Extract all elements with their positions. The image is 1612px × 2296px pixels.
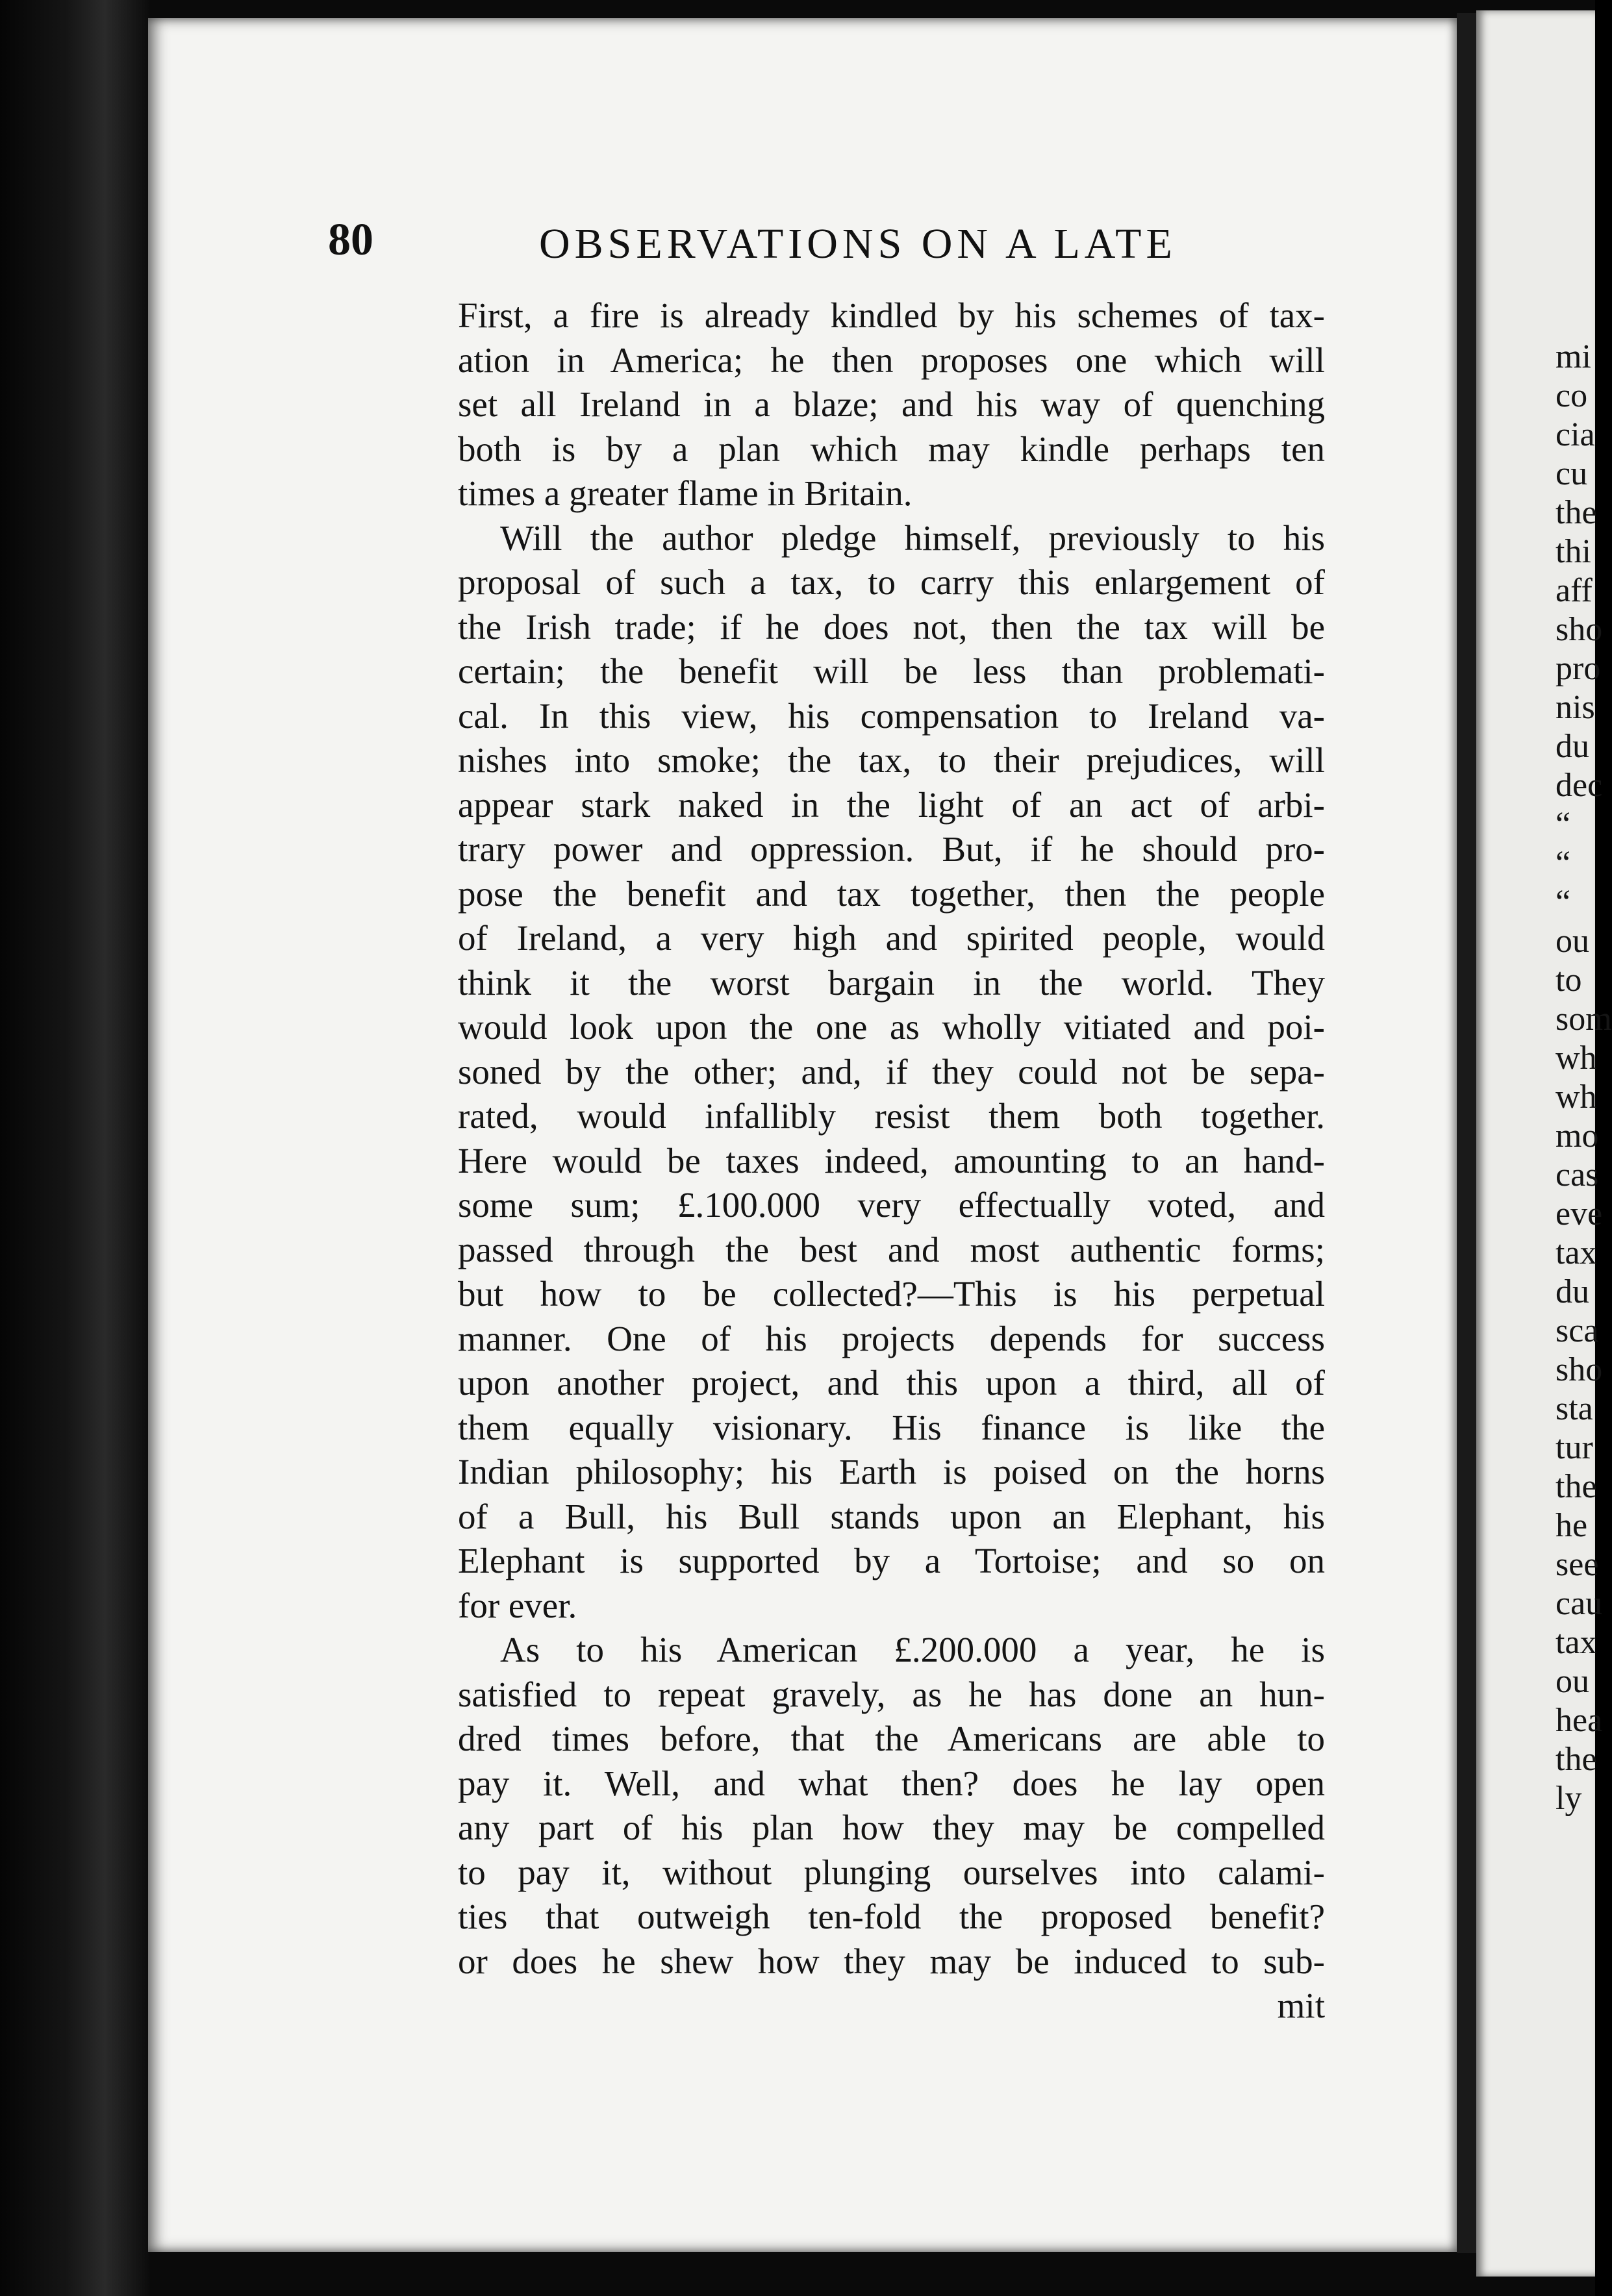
adjacent-page-fragment: “: [1555, 806, 1571, 843]
text-line: dred times before, that the Americans are able to: [458, 1719, 1325, 1758]
adjacent-page-fragment: wh: [1555, 1079, 1597, 1116]
adjacent-page-fragment: tur: [1555, 1429, 1593, 1466]
adjacent-page-fragment: cas: [1555, 1156, 1599, 1193]
adjacent-page-fragment: dec: [1555, 767, 1603, 804]
text-line: Indian philosophy; his Earth is poised on the horns: [458, 1452, 1325, 1491]
adjacent-page-fragment: tax: [1555, 1624, 1597, 1661]
adjacent-page-fragment: wh: [1555, 1040, 1597, 1077]
adjacent-page-fragment: mi: [1555, 338, 1591, 375]
page-gutter: [1457, 13, 1476, 2253]
adjacent-page-fragment: “: [1555, 884, 1571, 921]
text-line: or does he shew how they may be induced to sub-: [458, 1941, 1325, 1981]
catchword: mit: [1277, 1986, 1325, 2025]
text-line: pay it. Well, and what then? does he lay open: [458, 1763, 1325, 1803]
text-line: some sum; £.100.000 very effectually voted, and: [458, 1185, 1325, 1225]
text-line: ation in America; he then proposes one which will: [458, 340, 1325, 380]
text-line: cal. In this view, his compensation to Ireland va-: [458, 695, 1325, 736]
adjacent-page-fragment: du: [1555, 1273, 1589, 1310]
text-line: any part of his plan how they may be compelled: [458, 1808, 1325, 1847]
adjacent-page-fragment: eve: [1555, 1195, 1603, 1232]
text-line: but how to be collected?—This is his perpetual: [458, 1274, 1325, 1314]
adjacent-page-fragment: cu: [1555, 455, 1588, 492]
adjacent-page-fragment: “: [1555, 845, 1571, 882]
text-line: passed through the best and most authentic forms;: [458, 1229, 1325, 1269]
text-line: First, a fire is already kindled by his schemes of tax-: [458, 295, 1325, 335]
adjacent-page-fragment: sho: [1555, 1351, 1603, 1388]
adjacent-page-fragment: tax: [1555, 1234, 1597, 1271]
text-line: As to his American £.200.000 a year, he is: [500, 1630, 1325, 1669]
text-line: pose the benefit and tax together, then the people: [458, 873, 1325, 914]
page-number: 80: [328, 215, 373, 265]
text-line: set all Ireland in a blaze; and his way of quenching: [458, 384, 1325, 424]
body-text: [458, 293, 1325, 2028]
adjacent-page-fragment: pro: [1555, 650, 1601, 687]
book-spine: [0, 0, 149, 2296]
text-line: satisfied to repeat gravely, as he has done an hun-: [458, 1674, 1325, 1714]
text-line: ties that outweigh ten-fold the proposed benefit?: [458, 1897, 1325, 1936]
adjacent-page-fragment: see: [1555, 1546, 1599, 1583]
text-line: proposal of such a tax, to carry this enlargement of: [458, 562, 1325, 602]
text-line: think it the worst bargain in the world. They: [458, 962, 1325, 1003]
adjacent-page-fragment: ou: [1555, 1663, 1589, 1700]
adjacent-page-fragment: sho: [1555, 611, 1603, 648]
adjacent-page-fragment: to: [1555, 962, 1582, 999]
adjacent-page-fragment: ou: [1555, 923, 1589, 960]
adjacent-page-fragment: co: [1555, 377, 1588, 414]
text-line: trary power and oppression. But, if he should pro-: [458, 829, 1325, 869]
text-line: certain; the benefit will be less than problemati-: [458, 651, 1325, 691]
text-line: times a greater flame in Britain.: [458, 473, 913, 513]
adjacent-page-fragment: nis: [1555, 689, 1595, 726]
text-line: to pay it, without plunging ourselves into calami-: [458, 1852, 1325, 1892]
text-line: appear stark naked in the light of an act of arbi-: [458, 784, 1325, 825]
text-line: of Ireland, a very high and spirited people, would: [458, 918, 1325, 958]
text-line: both is by a plan which may kindle perhaps ten: [458, 429, 1325, 469]
adjacent-page-fragment: mo: [1555, 1117, 1599, 1154]
text-line: for ever.: [458, 1585, 577, 1625]
adjacent-page-fragment: aff: [1555, 572, 1593, 609]
text-line: of a Bull, his Bull stands upon an Elephant, his: [458, 1496, 1325, 1536]
text-line: rated, would infallibly resist them both together.: [458, 1096, 1325, 1136]
adjacent-page-fragment: som: [1555, 1001, 1612, 1038]
adjacent-page-fragment: cia: [1555, 416, 1595, 453]
text-line: would look upon the one as wholly vitiated and poi-: [458, 1007, 1325, 1047]
text-line: them equally visionary. His finance is like the: [458, 1407, 1325, 1447]
text-line: Will the author pledge himself, previously to his: [500, 518, 1325, 558]
adjacent-page-fragment: thi: [1555, 533, 1591, 570]
text-line: the Irish trade; if he does not, then the tax will be: [458, 606, 1325, 647]
text-line: soned by the other; and, if they could not be sepa-: [458, 1051, 1325, 1092]
page-header: [328, 214, 1322, 286]
text-line: nishes into smoke; the tax, to their prejudices, will: [458, 740, 1325, 780]
adjacent-page-fragment: hea: [1555, 1702, 1603, 1739]
text-line: manner. One of his projects depends for success: [458, 1318, 1325, 1358]
text-line: Elephant is supported by a Tortoise; and so on: [458, 1541, 1325, 1580]
text-line: Here would be taxes indeed, amounting to an hand-: [458, 1140, 1325, 1180]
adjacent-page-fragment: ly: [1555, 1780, 1582, 1817]
adjacent-page-fragment: the: [1555, 494, 1597, 531]
adjacent-page-fragment: the: [1555, 1741, 1597, 1778]
adjacent-page-fragment: du: [1555, 728, 1589, 765]
adjacent-page-fragment: cau: [1555, 1585, 1603, 1622]
adjacent-page-fragment: the: [1555, 1468, 1597, 1505]
adjacent-page-fragment: sta: [1555, 1390, 1593, 1427]
adjacent-page-fragment: sca: [1555, 1312, 1599, 1349]
adjacent-page-fragment: he: [1555, 1507, 1588, 1544]
text-line: upon another project, and this upon a third, all of: [458, 1363, 1325, 1403]
running-title: OBSERVATIONS ON A LATE: [539, 220, 1177, 268]
